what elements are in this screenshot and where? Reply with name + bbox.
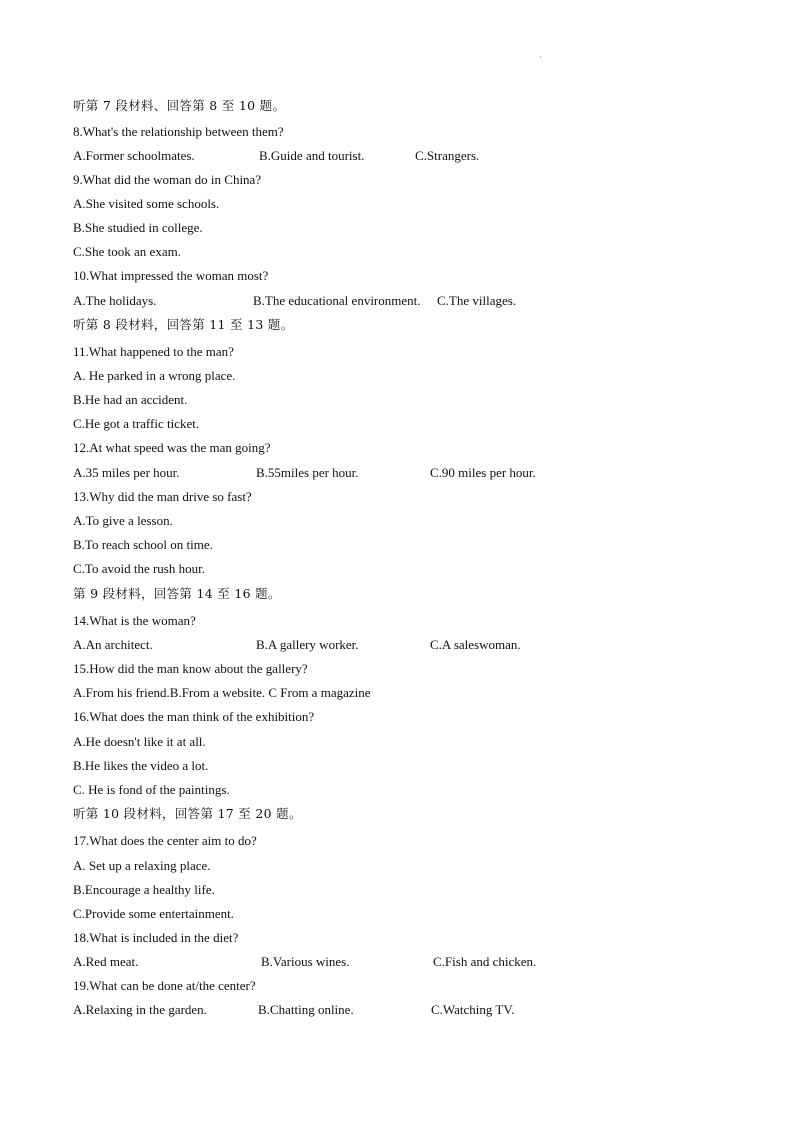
option-8c: C.Strangers.: [415, 148, 480, 163]
option-13b: B.To reach school on time.: [73, 537, 213, 552]
option-14a: A.An architect.: [73, 637, 153, 652]
option-8a: A.Former schoolmates.: [73, 148, 195, 163]
option-12c: C.90 miles per hour.: [430, 465, 536, 480]
option-14c: C.A saleswoman.: [430, 637, 521, 652]
option-16a: A.He doesn't like it at all.: [73, 734, 206, 749]
option-10a: A.The holidays.: [73, 293, 157, 308]
question-16: 16.What does the man think of the exhibition?: [73, 709, 315, 724]
option-10b: B.The educational environment.: [253, 293, 421, 308]
option-19b: B.Chatting online.: [258, 1002, 354, 1017]
option-8b: B.Guide and tourist.: [259, 148, 365, 163]
option-17c: C.Provide some entertainment.: [73, 906, 235, 921]
option-18a: A.Red meat.: [73, 954, 139, 969]
option-9c: C.She took an exam.: [73, 244, 181, 259]
question-15-options: A.From his friend.B.From a website. C From a magazine: [73, 685, 371, 700]
option-18b: B.Various wines.: [261, 954, 350, 969]
question-12: 12.At what speed was the man going?: [73, 440, 271, 455]
question-13: 13.Why did the man drive so fast?: [73, 489, 252, 504]
option-18c: C.Fish and chicken.: [433, 954, 537, 969]
question-19: 19.What can be done at/the center?: [73, 978, 256, 993]
section-heading-10: 听第 10 段材料，回答第 17 至 20 题。: [73, 806, 302, 821]
question-15: 15.How did the man know about the gallery?: [73, 661, 308, 676]
option-11c: C.He got a traffic ticket.: [73, 416, 200, 431]
option-17a: A. Set up a relaxing place.: [73, 858, 211, 873]
question-8: 8.What's the relationship between them?: [73, 124, 284, 139]
question-9: 9.What did the woman do in China?: [73, 172, 262, 187]
question-10: 10.What impressed the woman most?: [73, 268, 269, 283]
question-18: 18.What is included in the diet?: [73, 930, 239, 945]
question-14: 14.What is the woman?: [73, 613, 196, 628]
option-16b: B.He likes the video a lot.: [73, 758, 209, 773]
section-heading-8: 听第 8 段材料，回答第 11 至 13 题。: [73, 317, 294, 332]
option-12b: B.55miles per hour.: [256, 465, 359, 480]
option-14b: B.A gallery worker.: [256, 637, 359, 652]
corner-mark: ·: [539, 52, 542, 62]
option-19a: A.Relaxing in the garden.: [73, 1002, 207, 1017]
option-13a: A.To give a lesson.: [73, 513, 173, 528]
option-10c: C.The villages.: [437, 293, 517, 308]
option-19c: C.Watching TV.: [431, 1002, 515, 1017]
option-16c: C. He is fond of the paintings.: [73, 782, 230, 797]
section-heading-7: 听第 7 段材料、回答第 8 至 10 题。: [73, 98, 286, 113]
question-17: 17.What does the center aim to do?: [73, 833, 257, 848]
option-9a: A.She visited some schools.: [73, 196, 220, 211]
option-11b: B.He had an accident.: [73, 392, 188, 407]
option-11a: A. He parked in a wrong place.: [73, 368, 236, 383]
section-heading-9: 第 9 段材料，回答第 14 至 16 题。: [73, 586, 281, 601]
option-12a: A.35 miles per hour.: [73, 465, 180, 480]
option-13c: C.To avoid the rush hour.: [73, 561, 205, 576]
option-9b: B.She studied in college.: [73, 220, 203, 235]
option-17b: B.Encourage a healthy life.: [73, 882, 215, 897]
question-11: 11.What happened to the man?: [73, 344, 234, 359]
